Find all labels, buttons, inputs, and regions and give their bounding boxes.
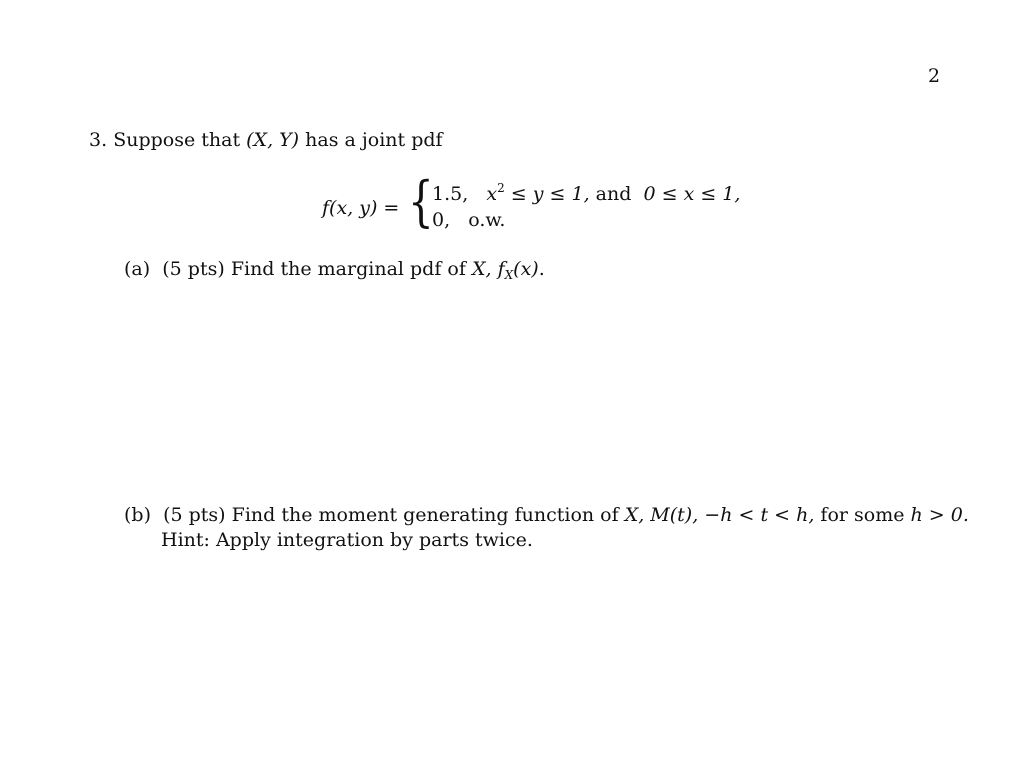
part-b — [124, 504, 969, 526]
part-b-text: Find the moment generating function of — [231, 504, 619, 526]
part-b-var: X, M(t), −h < t < h, — [624, 504, 815, 526]
part-a — [124, 258, 545, 280]
case1-value: 1.5, — [432, 183, 469, 205]
equation-case-1 — [432, 183, 740, 205]
problem-intro-post: has a joint pdf — [305, 129, 443, 151]
case1-and: and — [595, 183, 632, 205]
case1-x: x — [486, 183, 498, 205]
problem-statement — [89, 129, 443, 151]
part-b-text2: for some — [820, 504, 905, 526]
part-a-end: . — [538, 258, 545, 280]
part-a-label: (a) — [124, 258, 151, 280]
problem-number: 3. — [89, 129, 108, 151]
part-a-func: f — [497, 258, 505, 280]
equation-case-2 — [432, 209, 505, 231]
equation-brace: { — [408, 170, 434, 233]
case1-exponent: 2 — [497, 181, 505, 195]
part-b-label: (b) — [124, 504, 151, 526]
problem-intro-pair: (X, Y) — [246, 129, 300, 151]
case2-condition: o.w. — [468, 209, 506, 231]
part-a-func-sub: X — [504, 268, 514, 282]
part-a-points: (5 pts) — [162, 258, 225, 280]
equation-lhs: f(x, y) = — [322, 197, 400, 219]
case1-mid: ≤ y ≤ 1, — [510, 183, 590, 205]
case1-range: 0 ≤ x ≤ 1, — [643, 183, 741, 205]
case2-value: 0, — [432, 209, 451, 231]
part-b-condition: h > 0. — [910, 504, 969, 526]
problem-intro-pre: Suppose that — [113, 129, 241, 151]
part-b-hint: Hint: Apply integration by parts twice. — [161, 529, 533, 551]
part-a-func-arg: (x) — [513, 258, 539, 280]
part-b-points: (5 pts) — [163, 504, 226, 526]
page-number: 2 — [928, 65, 941, 87]
part-a-var: X, — [471, 258, 492, 280]
part-a-text: Find the marginal pdf of — [230, 258, 466, 280]
